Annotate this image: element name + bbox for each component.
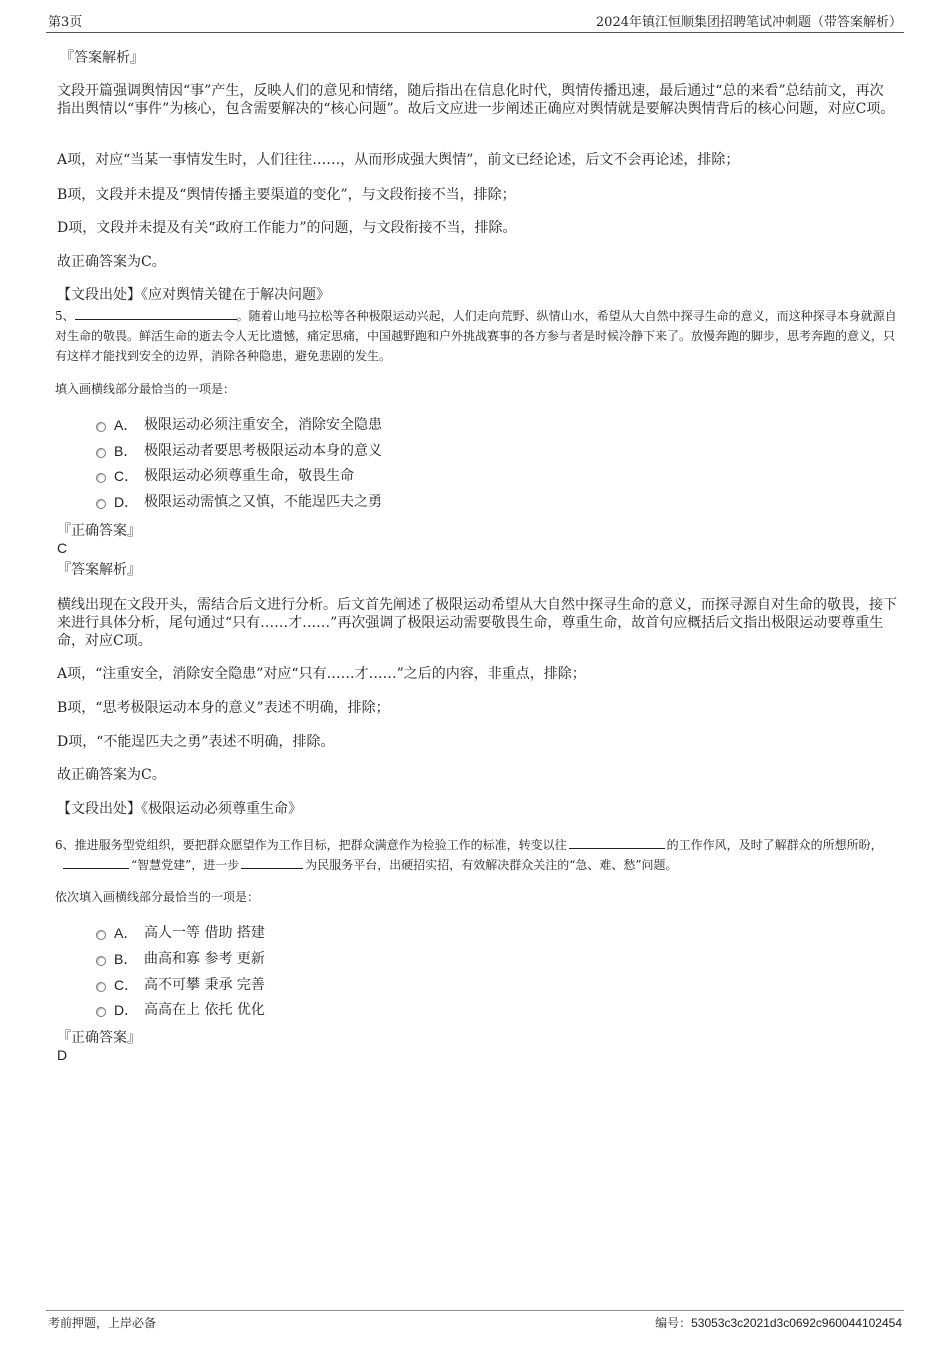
q4-conclusion: 故正确答案为C。 — [57, 254, 166, 270]
q5-analysis-para: 横线出现在文段开头，需结合后文进行分析。后文首先阐述了极限运动希望从大自然中探寻生命的意义，而探寻源自对生命的敬畏，接下来进行具体分析，尾句通过“只有……才……”再次强调了极限运动需要敬畏生命，尊重生命，故首句应概括后文指出极限运动要尊重生命，对应C项。 — [57, 597, 897, 649]
radio-button[interactable] — [96, 448, 106, 458]
q6-answer: D — [57, 1047, 68, 1063]
q5-analysis-label: 『答案解析』 — [57, 562, 141, 578]
q5-stem-text: 。随着山地马拉松等各种极限运动兴起，人们走向荒野、纵情山水，希望从大自然中探寻生命的意义，而这种探寻本身就源自对生命的敬畏。鲜活生命的逝去令人无比遗憾，痛定思痛，中国越野跑和户外挑战赛事的各方参与者是时候冷静下来了。放慢奔跑的脚步，思考奔跑的意义，只有这样才能找到安全的边界，消除各种隐患，避免悲剧的发生。 — [55, 309, 897, 363]
radio-button[interactable] — [96, 982, 106, 992]
radio-button[interactable] — [96, 499, 106, 509]
radio-button[interactable] — [96, 473, 106, 483]
q4-analysis-label: 『答案解析』 — [60, 50, 144, 66]
radio-button[interactable] — [96, 1007, 106, 1017]
q5-option-a-analysis: A项，“注重安全，消除安全隐患”对应“只有……才……”之后的内容，非重点，排除； — [57, 666, 586, 682]
radio-button[interactable] — [96, 930, 106, 940]
radio-button[interactable] — [96, 956, 106, 966]
radio-button[interactable] — [96, 422, 106, 432]
q5-answer: C — [57, 540, 68, 556]
q5-number: 5、 — [55, 309, 75, 323]
page-number: 第3页 — [48, 15, 83, 30]
q5-blank — [75, 307, 237, 320]
q6-number: 6、 — [55, 838, 75, 852]
q6-answer-label: 『正确答案』 — [57, 1030, 141, 1046]
q5-source: 【文段出处】《极限运动必须尊重生命》 — [57, 801, 302, 817]
q5-answer-label: 『正确答案』 — [57, 523, 141, 539]
page-header — [46, 14, 904, 33]
q6-stem: 6、推进服务型党组织，要把群众愿望作为工作目标，把群众满意作为检验工作的标准，转变以往 的工作作风，及时了解群众的所想所盼，“智慧党建”，进一步 为民服务平台，出硬招实招，有效解决群众关注的“急、难、愁”问题。 — [55, 838, 883, 872]
q4-option-d-analysis: D项，文段并未提及有关“政府工作能力”的问题，与文段衔接不当，排除。 — [57, 220, 517, 236]
q4-source: 【文段出处】《应对舆情关键在于解决问题》 — [57, 287, 330, 303]
q4-analysis-para: 文段开篇强调舆情因“事”产生，反映人们的意见和情绪，随后指出在信息化时代，舆情传播迅速，最后通过“总的来看”总结前文，再次指出舆情以“事件”为核心，包含需要解决的“核心问题”。故后文应进一步阐述正确应对舆情就是要解决舆情背后的核心问题，对应C项。 — [57, 83, 895, 117]
q6-blank-1 — [569, 836, 665, 849]
q6-blank-3 — [241, 856, 303, 869]
document-title: 2024年镇江恒顺集团招聘笔试冲刺题（带答案解析） — [595, 15, 902, 30]
q5-option-b-analysis: B项，“思考极限运动本身的意义”表述不明确，排除； — [57, 700, 390, 716]
q4-option-a-analysis: A项，对应“当某一事情发生时，人们往往……，从而形成强大舆情”，前文已经论述，后文不会再论述，排除； — [57, 152, 740, 168]
q6-blank-2 — [63, 856, 129, 869]
q5-option-d-analysis: D项，“不能逞匹夫之勇”表述不明确，排除。 — [57, 734, 335, 750]
footer-slogan: 考前押题，上岸必备 — [48, 1316, 157, 1330]
q5-prompt: 填入画横线部分最恰当的一项是： — [55, 382, 236, 396]
page-footer — [46, 1310, 904, 1333]
q4-option-b-analysis: B项，文段并未提及“舆情传播主要渠道的变化”，与文段衔接不当，排除； — [57, 187, 516, 203]
q5-stem — [55, 306, 900, 366]
q5-conclusion: 故正确答案为C。 — [57, 767, 166, 783]
q6-prompt: 依次填入画横线部分最恰当的一项是： — [55, 890, 260, 904]
footer-code: 编号：53053c3c2021d3c0692c960044102454 — [655, 1316, 902, 1330]
